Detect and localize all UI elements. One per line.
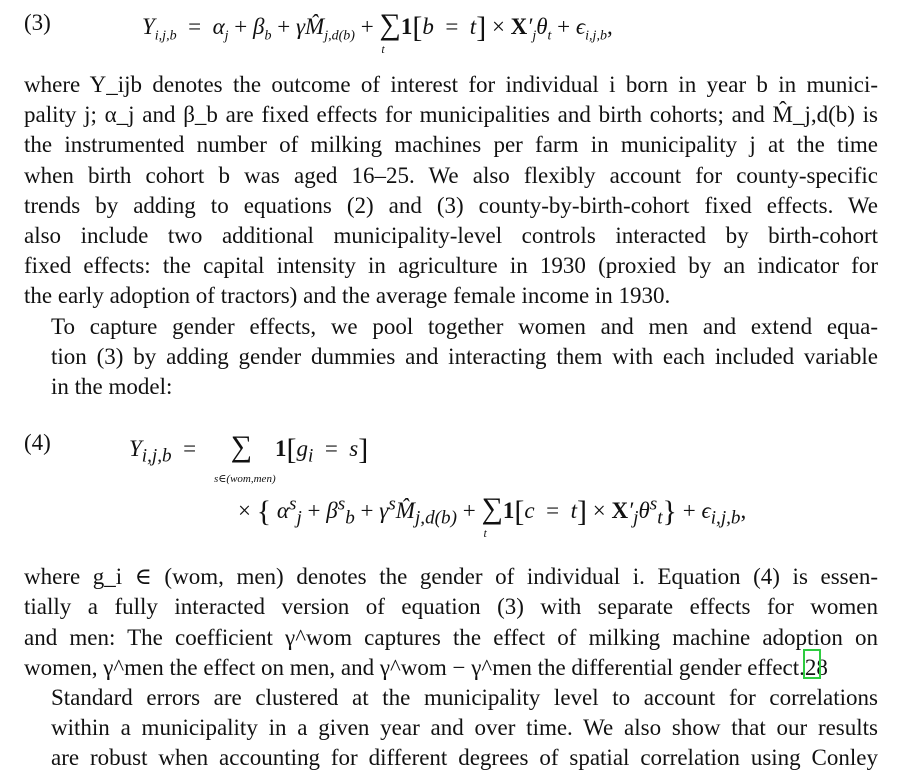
paragraph-1 bbox=[24, 70, 878, 312]
sum-index: s∈(wom,men) bbox=[214, 473, 276, 486]
text-line: also include two additional municipality-level controls interacted by birth-cohort bbox=[24, 223, 878, 249]
equation-3 bbox=[24, 0, 878, 60]
paragraph-3 bbox=[24, 562, 878, 683]
text-line: within a municipality in a given year and over time. We also show that our results bbox=[51, 715, 878, 741]
paragraph-2 bbox=[24, 312, 878, 403]
text-line-content: women, γ^men the effect on men, and γ^wom − γ^men the differential gender effect. bbox=[24, 654, 805, 680]
text-line: tially a fully interacted version of equation (3) with separate effects for women bbox=[24, 594, 878, 620]
text-line: Standard errors are clustered at the municipality level to account for correlations bbox=[51, 685, 878, 711]
equation-number: (3) bbox=[24, 10, 51, 35]
equation-4 bbox=[24, 412, 878, 562]
equation-body: $Y_{i,j,b} = \alpha_j + \beta_b$ + $\gamma M̂_{j,d(b)}$ + ∑ t $1[b = t] \times X'_j\theta_t + \epsilon_{i,j,b}$, bbox=[142, 8, 613, 56]
text-line: To capture gender effects, we pool together women and men and extend equa- bbox=[51, 313, 878, 339]
text-line: are robust when accounting for different degrees of spatial correlation using Conley bbox=[51, 745, 878, 771]
text-line: fixed effects: the capital intensity in agriculture in 1930 (proxied by an indicator for bbox=[24, 253, 878, 279]
text-line: where g_i ∈ (wom, men) denotes the gender of individual i. Equation (4) is essen- bbox=[24, 564, 878, 590]
text-line: the instrumented number of milking machines per farm in municipality j at the time bbox=[24, 132, 878, 158]
text-line: the early adoption of tractors) and the average female income in 1930. bbox=[24, 283, 671, 309]
text-line: where Y_ijb denotes the outcome of interest for individual i born in year b in munici- bbox=[24, 72, 878, 97]
footnote-highlight-box bbox=[803, 649, 821, 679]
text-line: in the model: bbox=[51, 374, 173, 400]
footnote-marker[interactable] bbox=[805, 653, 828, 683]
text-line: trends by adding to equations (2) and (3) county-by-birth-cohort fixed effects. We bbox=[24, 192, 878, 218]
text-line: pality j; α_j and β_b are fixed effects for municipalities and birth cohorts; and M̂_j,d(b) is bbox=[24, 102, 878, 128]
equation-number: (4) bbox=[24, 430, 51, 456]
equation-row-1: $Y_{i,j,b}$ = ∑ $1[g_i = s]$ bbox=[129, 430, 369, 467]
equation-row-2: × { $\alpha^s_j + \beta^s_b$ + $\gamma^sM̂_{j,d(b)}$ + ∑ t $1[c = t] \times X'_j\theta^s_t\} + \epsilon_{i,j,b}$, bbox=[238, 492, 747, 541]
text-line: and men: The coefficient γ^wom captures the effect of milking machine adoption on bbox=[24, 624, 878, 650]
text-line: tion (3) by adding gender dummies and interacting them with each included variable bbox=[51, 343, 878, 369]
paragraph-4 bbox=[24, 683, 878, 774]
text-line: when birth cohort b was aged 16–25. We also flexibly account for county-specific bbox=[24, 162, 878, 188]
text-line bbox=[24, 653, 878, 683]
paper-page bbox=[24, 0, 878, 774]
footnote-number: 28 bbox=[804, 654, 828, 680]
